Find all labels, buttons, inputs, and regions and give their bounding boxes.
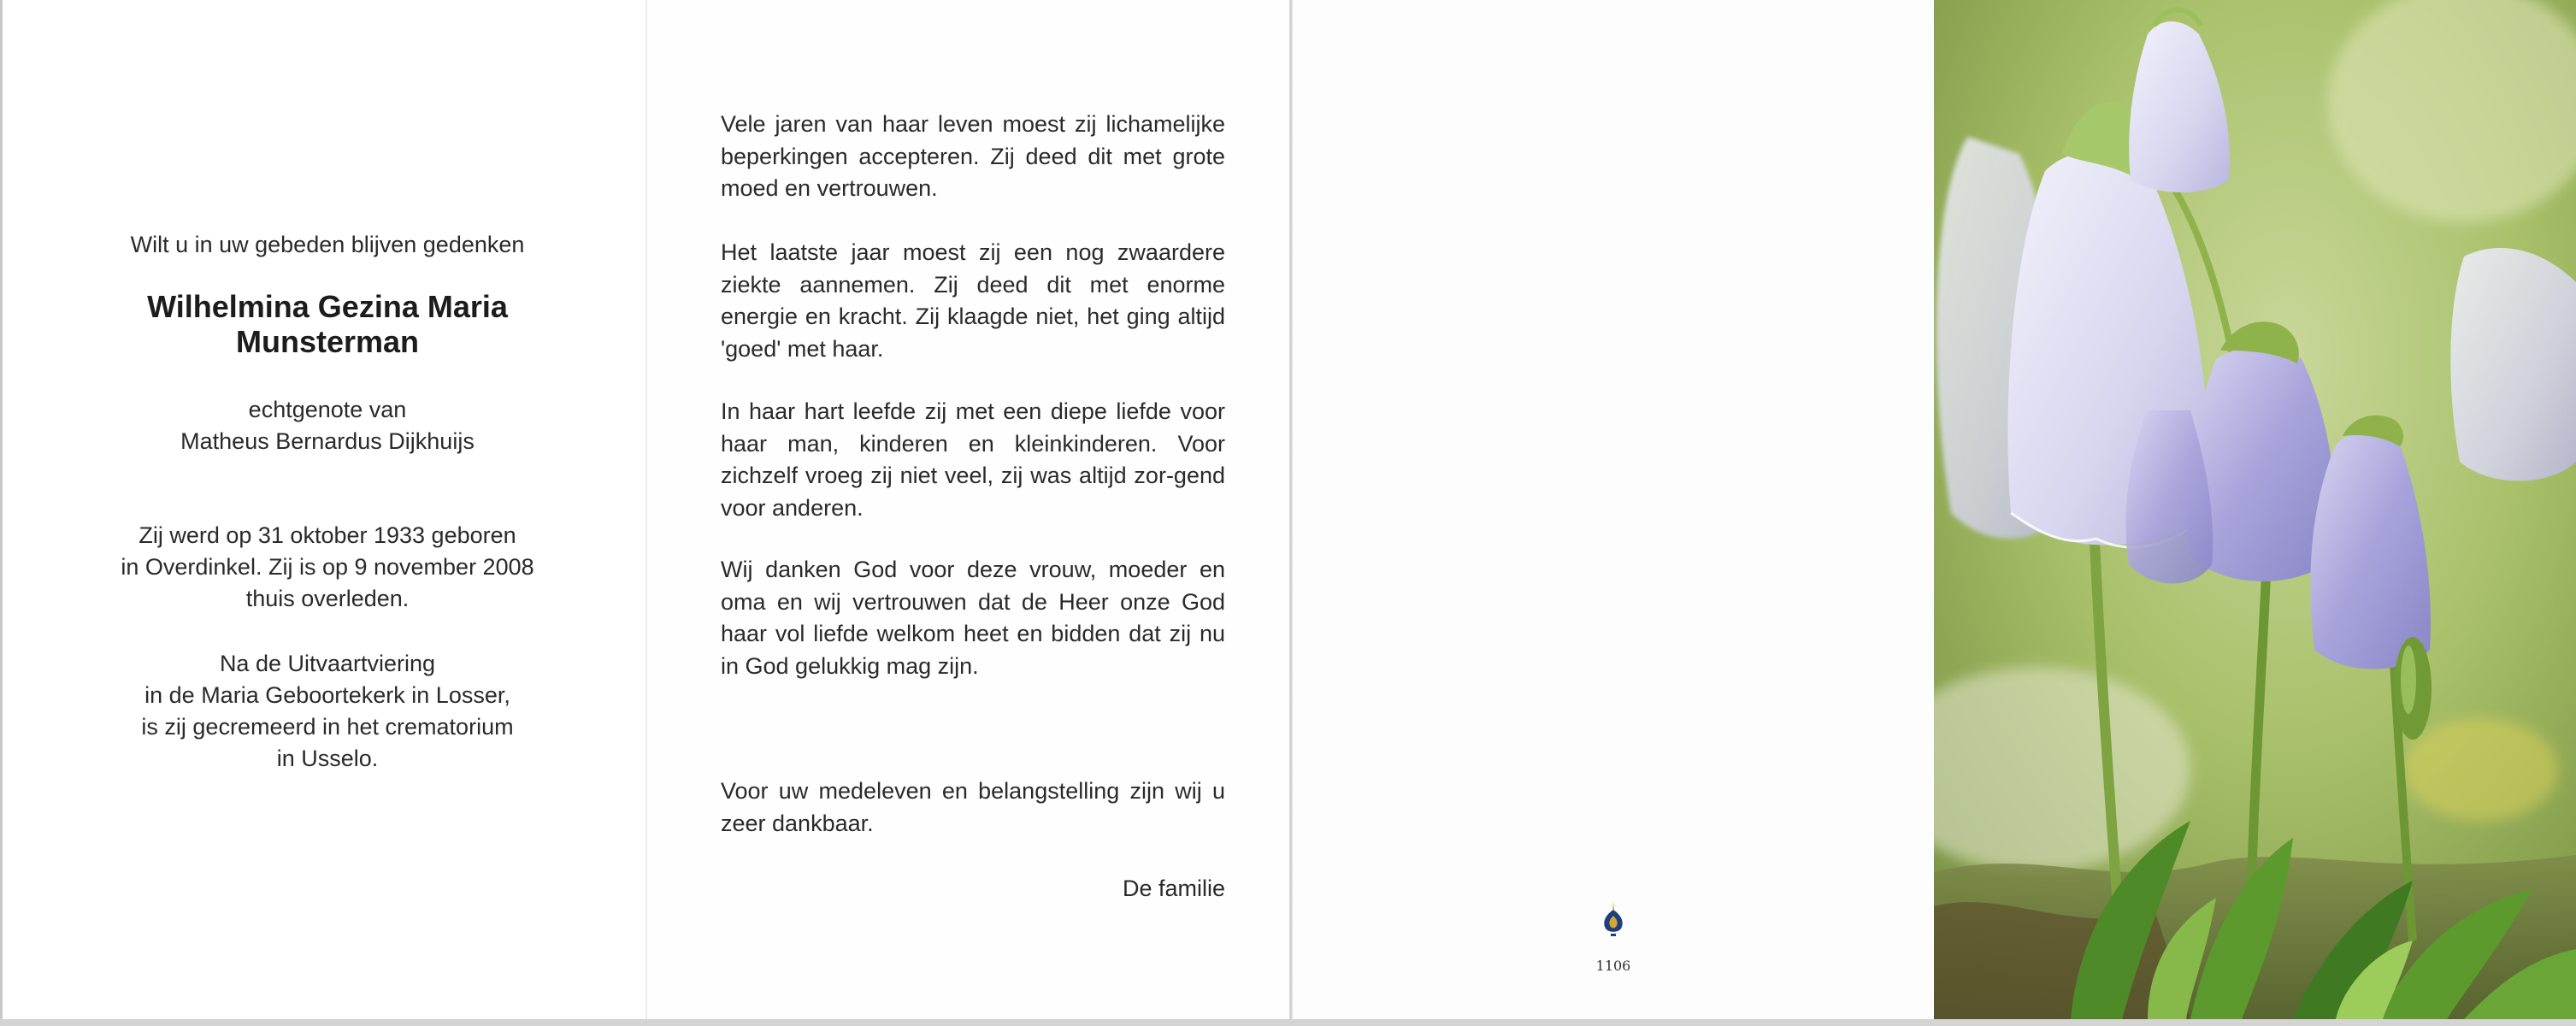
funeral-line: is zij gecremeerd in het crematorium	[141, 714, 514, 740]
birth-death-line: Zij werd op 31 oktober 1933 geboren	[139, 522, 516, 548]
photo-panel	[1934, 0, 2576, 1019]
funeral-line: in Usselo.	[276, 746, 379, 771]
funeral-line: Na de Uitvaartviering	[219, 651, 436, 676]
birth-death-line: thuis overleden.	[245, 586, 410, 611]
spouse-text	[75, 394, 580, 457]
paragraph: In haar hart leefde zij met een diepe liefde voor haar man, kinderen en kleinkinderen. Voor zichzelf vroeg zij niet veel, zij was altijd zor-gend voor anderen.	[721, 398, 1225, 521]
spouse-line: echtgenote van	[248, 397, 407, 422]
funeral-line: in de Maria Geboortekerk in Losser,	[144, 682, 510, 708]
birth-death-line: in Overdinkel. Zij is op 9 november 2008	[121, 554, 534, 580]
signoff: De familie	[1122, 876, 1225, 901]
back-panel	[1293, 0, 1934, 1019]
intro-text: Wilt u in uw gebeden blijven gedenken	[130, 232, 525, 257]
spouse-line: Matheus Bernardus Dijkhuijs	[180, 428, 475, 454]
logo-code: 1106	[1595, 958, 1631, 974]
birth-death-text	[75, 520, 580, 615]
scan-bottom-edge	[0, 1019, 2576, 1026]
paragraph: Vele jaren van haar leven moest zij lichamelijke beperkingen accepteren. Zij deed dit met grote moed en vertrouwen.	[721, 111, 1225, 201]
paragraph: Het laatste jaar moest zij een nog zwaardere ziekte aannemen. Zij deed dit met enorme energie en kracht. Zij klaagde niet, het ging altijd 'goed' met haar.	[721, 239, 1225, 362]
candle-flame-logo-icon	[1599, 902, 1628, 940]
left-panel	[0, 0, 645, 1019]
card-left-edge	[0, 0, 3, 1019]
funeral-text	[75, 648, 580, 775]
deceased-name	[75, 289, 580, 359]
paragraph: Wij danken God voor deze vrouw, moeder en oma en wij vertrouwen dat de Heer onze God haar vol liefde welkom heet en bidden dat zij nu in God gelukkig mag zijn.	[721, 557, 1225, 679]
name-line: Munsterman	[235, 324, 420, 359]
thanks-paragraph: Voor uw medeleven en belangstelling zijn wij u zeer dankbaar.	[721, 778, 1225, 836]
name-line: Wilhelmina Gezina Maria	[147, 289, 508, 324]
bluebell-flowers-photo	[1934, 0, 2576, 1019]
